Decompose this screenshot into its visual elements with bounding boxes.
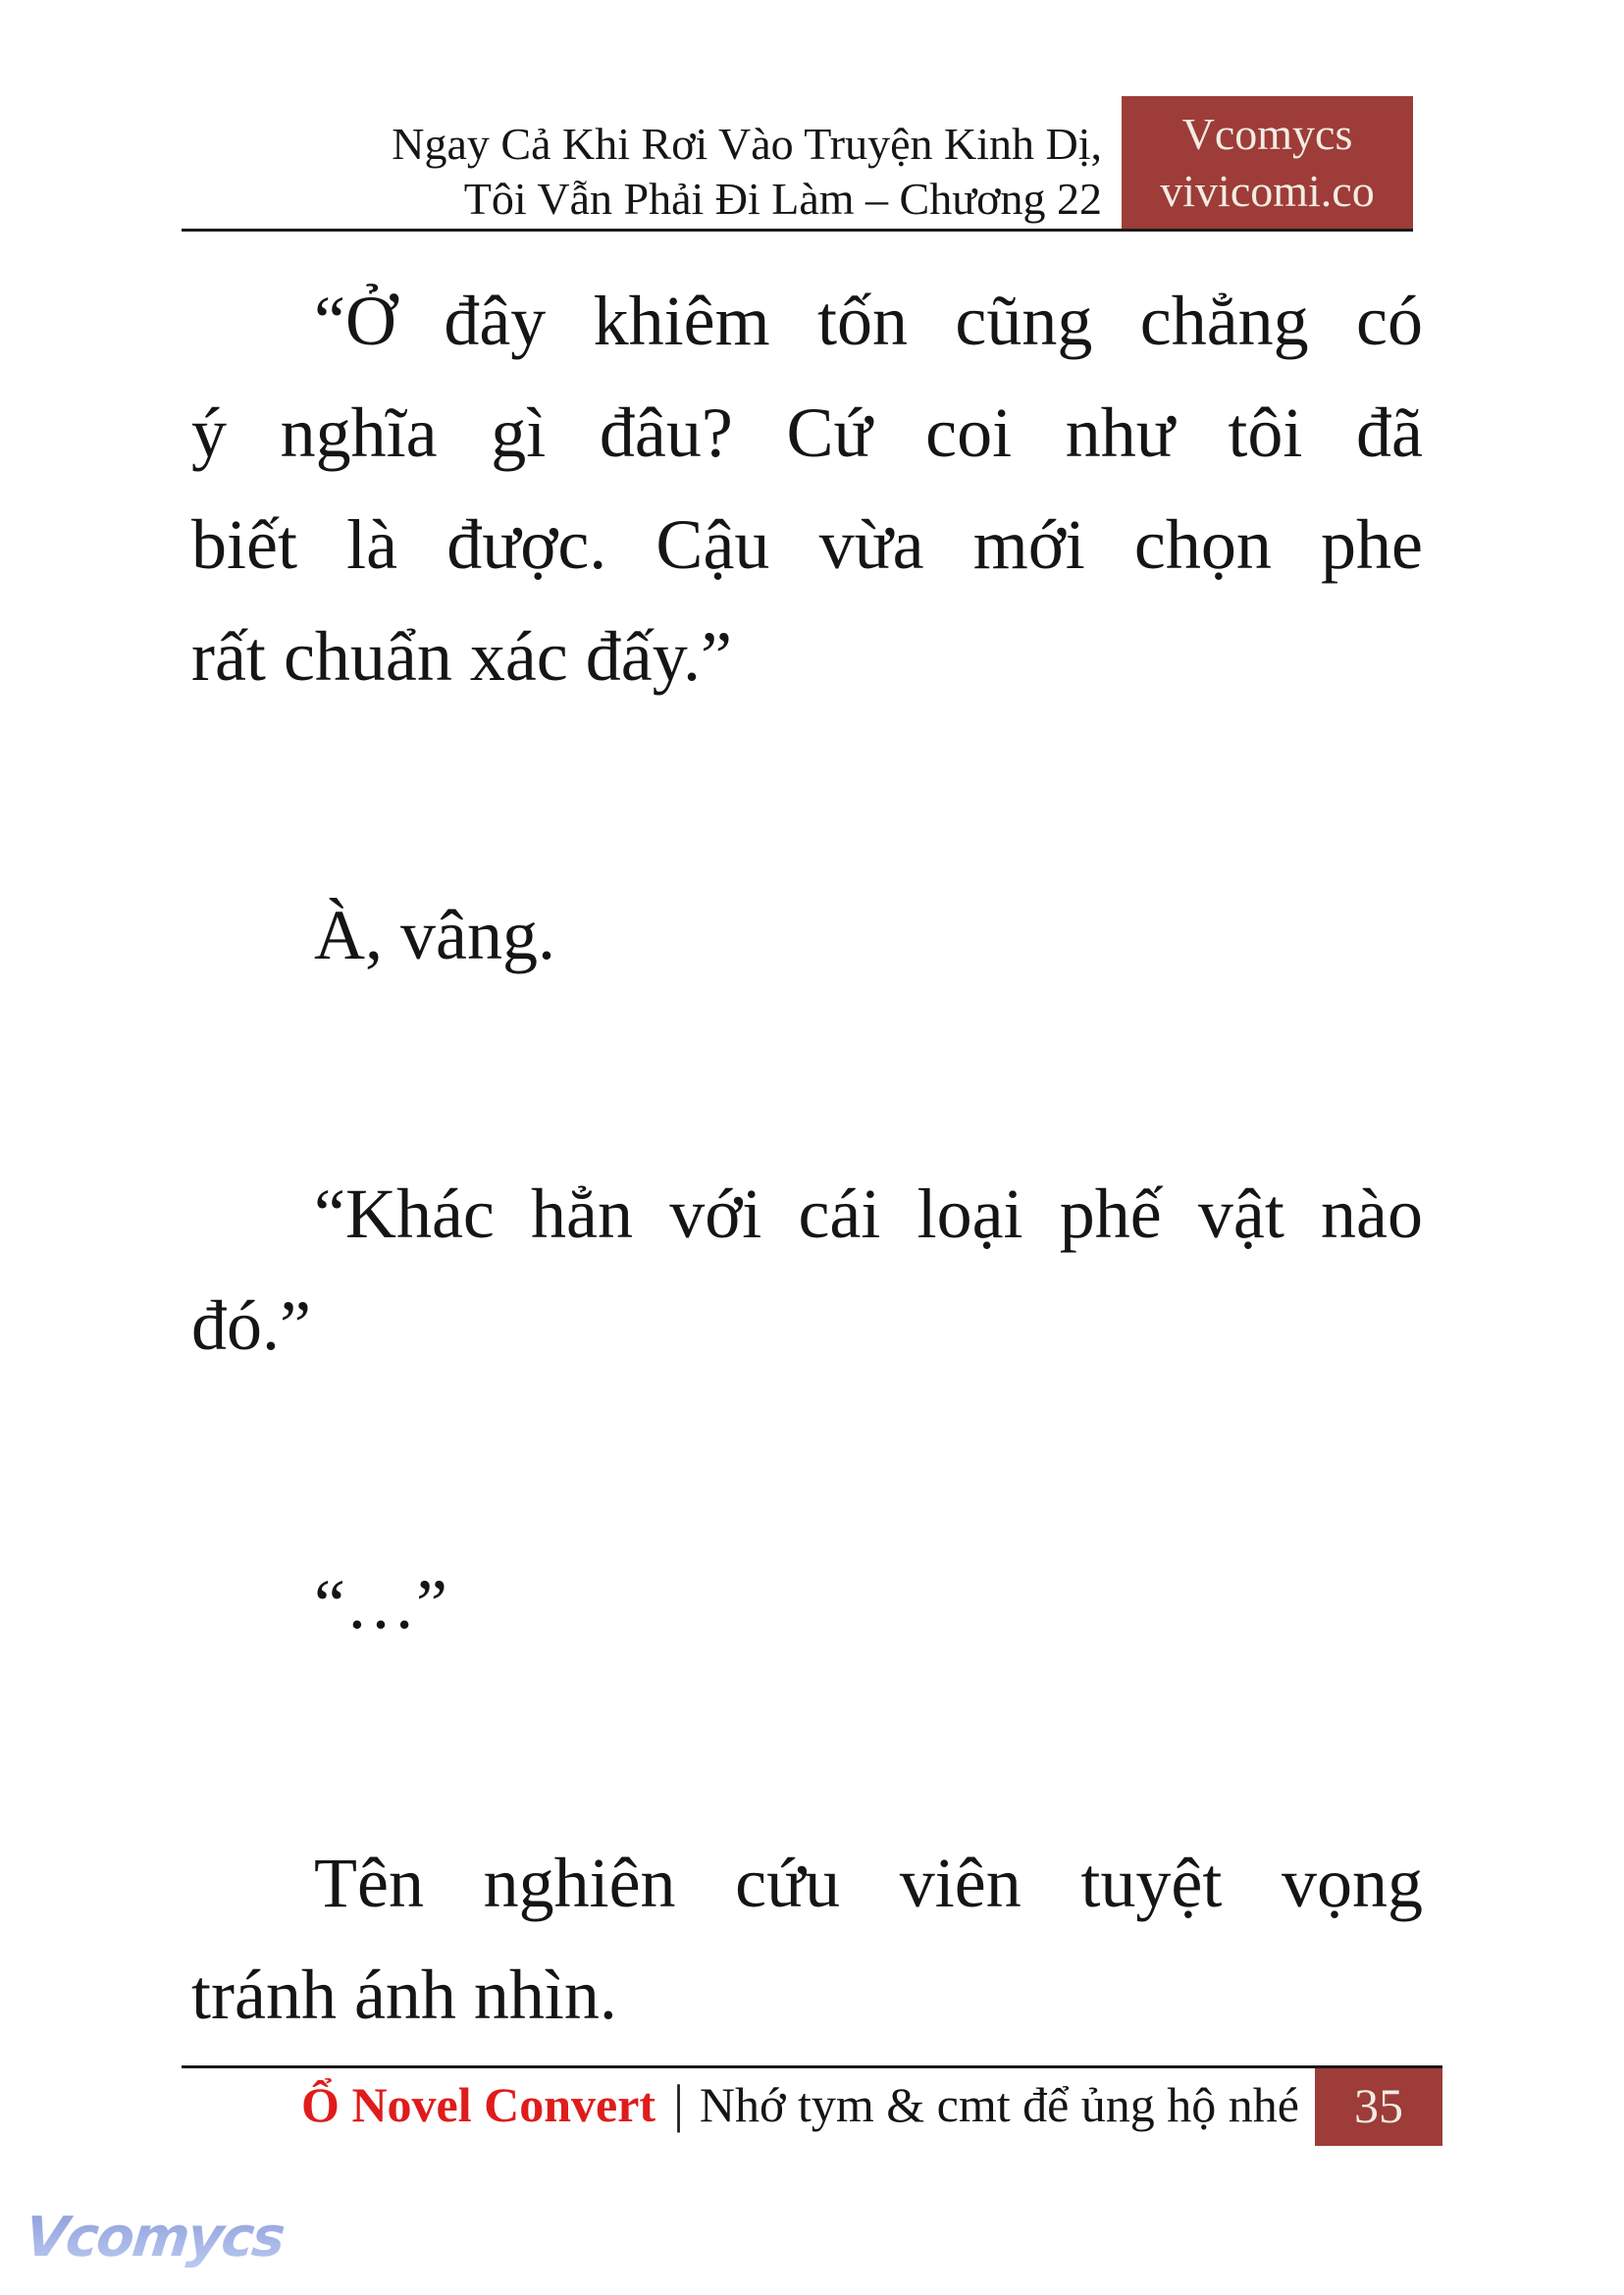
chapter-title: [392, 117, 1122, 229]
footer-note: Nhớ tym & cmt để ủng hộ nhé: [699, 2077, 1299, 2132]
footer-separator: |: [673, 2074, 684, 2133]
page-header: [182, 96, 1413, 229]
page-number-badge: [1315, 2065, 1442, 2146]
paragraph: [191, 1158, 1423, 1382]
paragraph: [191, 879, 1423, 991]
text-line: tránh ánh nhìn.: [191, 1956, 617, 2034]
chapter-title-line1: Ngay Cả Khi Rơi Vào Truyện Kinh Dị,: [392, 119, 1102, 169]
text-line: “Khác hẳn với cái loại phế vật nào: [314, 1174, 1423, 1253]
site-badge-name: Vcomycs: [1181, 108, 1353, 159]
text-line: đó.”: [191, 1286, 311, 1365]
site-badge: [1122, 96, 1413, 229]
watermark-logo: Vcomycs: [22, 2206, 287, 2269]
text-line: À, vâng.: [314, 896, 555, 974]
site-badge-url: vivicomi.co: [1160, 165, 1375, 216]
footer-divider: [182, 2065, 1442, 2068]
footer-credit: [301, 2073, 1299, 2138]
chapter-title-line2: Tôi Vẫn Phải Đi Làm – Chương 22: [463, 174, 1102, 224]
paragraph: [191, 1548, 1423, 1660]
chapter-body: [191, 265, 1423, 2217]
footer-brand: Ổ Novel Convert: [301, 2077, 656, 2132]
text-line: rất chuẩn xác đấy.”: [191, 617, 733, 696]
paragraph: [191, 1827, 1423, 2051]
page-footer: [182, 2065, 1442, 2146]
header-divider: [182, 229, 1413, 232]
text-line: ý nghĩa gì đâu? Cứ coi như tôi đã: [191, 393, 1423, 472]
paragraph: [191, 265, 1423, 712]
text-line: Tên nghiên cứu viên tuyệt vọng: [314, 1844, 1423, 1922]
text-line: “…”: [314, 1565, 447, 1643]
text-line: “Ở đây khiêm tốn cũng chẳng có: [314, 282, 1423, 360]
text-line: biết là được. Cậu vừa mới chọn phe: [191, 505, 1423, 584]
page-number: 35: [1354, 2078, 1403, 2133]
